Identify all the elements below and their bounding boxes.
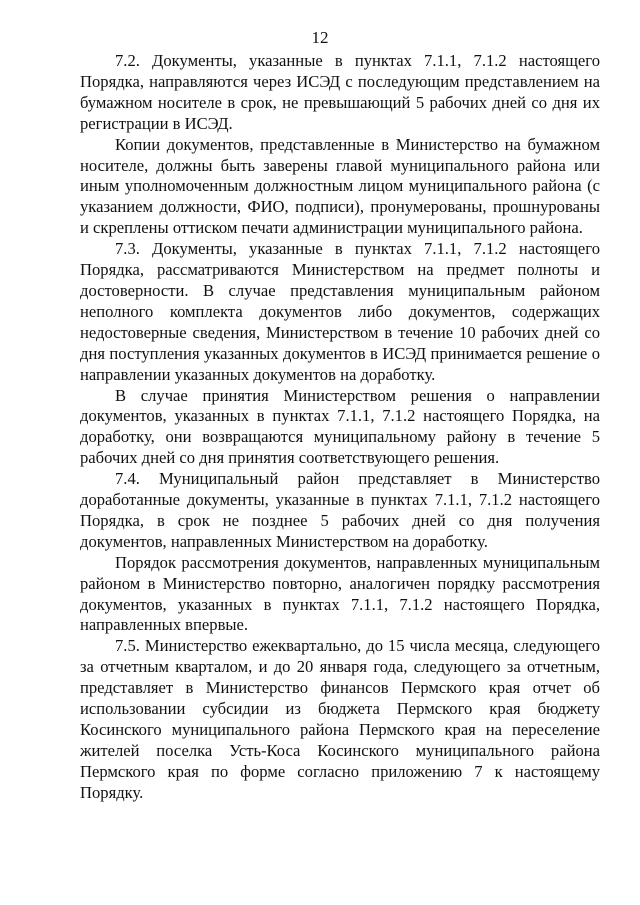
document-body	[80, 51, 600, 804]
paragraph-7-3: 7.3. Документы, указанные в пунктах 7.1.1, 7.1.2 настоящего Порядка, рассматриваются Министерством на предмет полноты и достоверности. В случае представления муниципальным районом неполного комплекта документов либо документов, содержащих недостоверные сведения, Министерством в течение 10 рабочих дней со дня поступления указанных документов в ИСЭД принимается решение о направлении указанных документов на доработку.	[80, 239, 600, 384]
paragraph-7-4: 7.4. Муниципальный район представляет в Министерство доработанные документы, указанные в пунктах 7.1.1, 7.1.2 настоящего Порядка, в срок не позднее 5 рабочих дней со дня получения документов, направленных Министерством на доработку.	[80, 469, 600, 551]
page-number: 12	[311, 28, 329, 47]
paragraph-return-for-revision: В случае принятия Министерством решения о направлении документов, указанных в пунктах 7.1.1, 7.1.2 настоящего Порядка, на доработку, они возвращаются муниципальному району в течение 5 рабочих дней со дня принятия соответствующего решения.	[80, 385, 600, 468]
paragraph-7-2: 7.2. Документы, указанные в пунктах 7.1.1, 7.1.2 настоящего Порядка, направляются через ИСЭД с последующим представлением на бумажном носителе в срок, не превышающий 5 рабочих дней со дня их регистрации в ИСЭД.	[80, 51, 600, 133]
paragraph-copies-requirements: Копии документов, представленные в Министерство на бумажном носителе, должны быть заверены главой муниципального района или иным уполномоченным должностным лицом муниципального района (с указанием должности, ФИО, подписи), пронумерованы, прошнурованы и скреплены оттиском печати администрации муниципального района.	[80, 134, 600, 238]
paragraph-repeat-review-procedure: Порядок рассмотрения документов, направленных муниципальным районом в Министерство повторно, аналогичен порядку рассмотрения документов, указанных в пунктах 7.1.1, 7.1.2 настоящего Порядка, направленных впервые.	[80, 552, 600, 635]
paragraph-7-5: 7.5. Министерство ежеквартально, до 15 числа месяца, следующего за отчетным кварталом, и до 20 января года, следующего за отчетным, представляет в Министерство финансов Пермского края отчет об использовании субсидии из бюджета Пермского края бюджету Косинского муниципального района Пермского края на переселение жителей поселка Усть-Коса Косинского муниципального района Пермского края по форме согласно приложению 7 к настоящему Порядку.	[80, 636, 600, 802]
